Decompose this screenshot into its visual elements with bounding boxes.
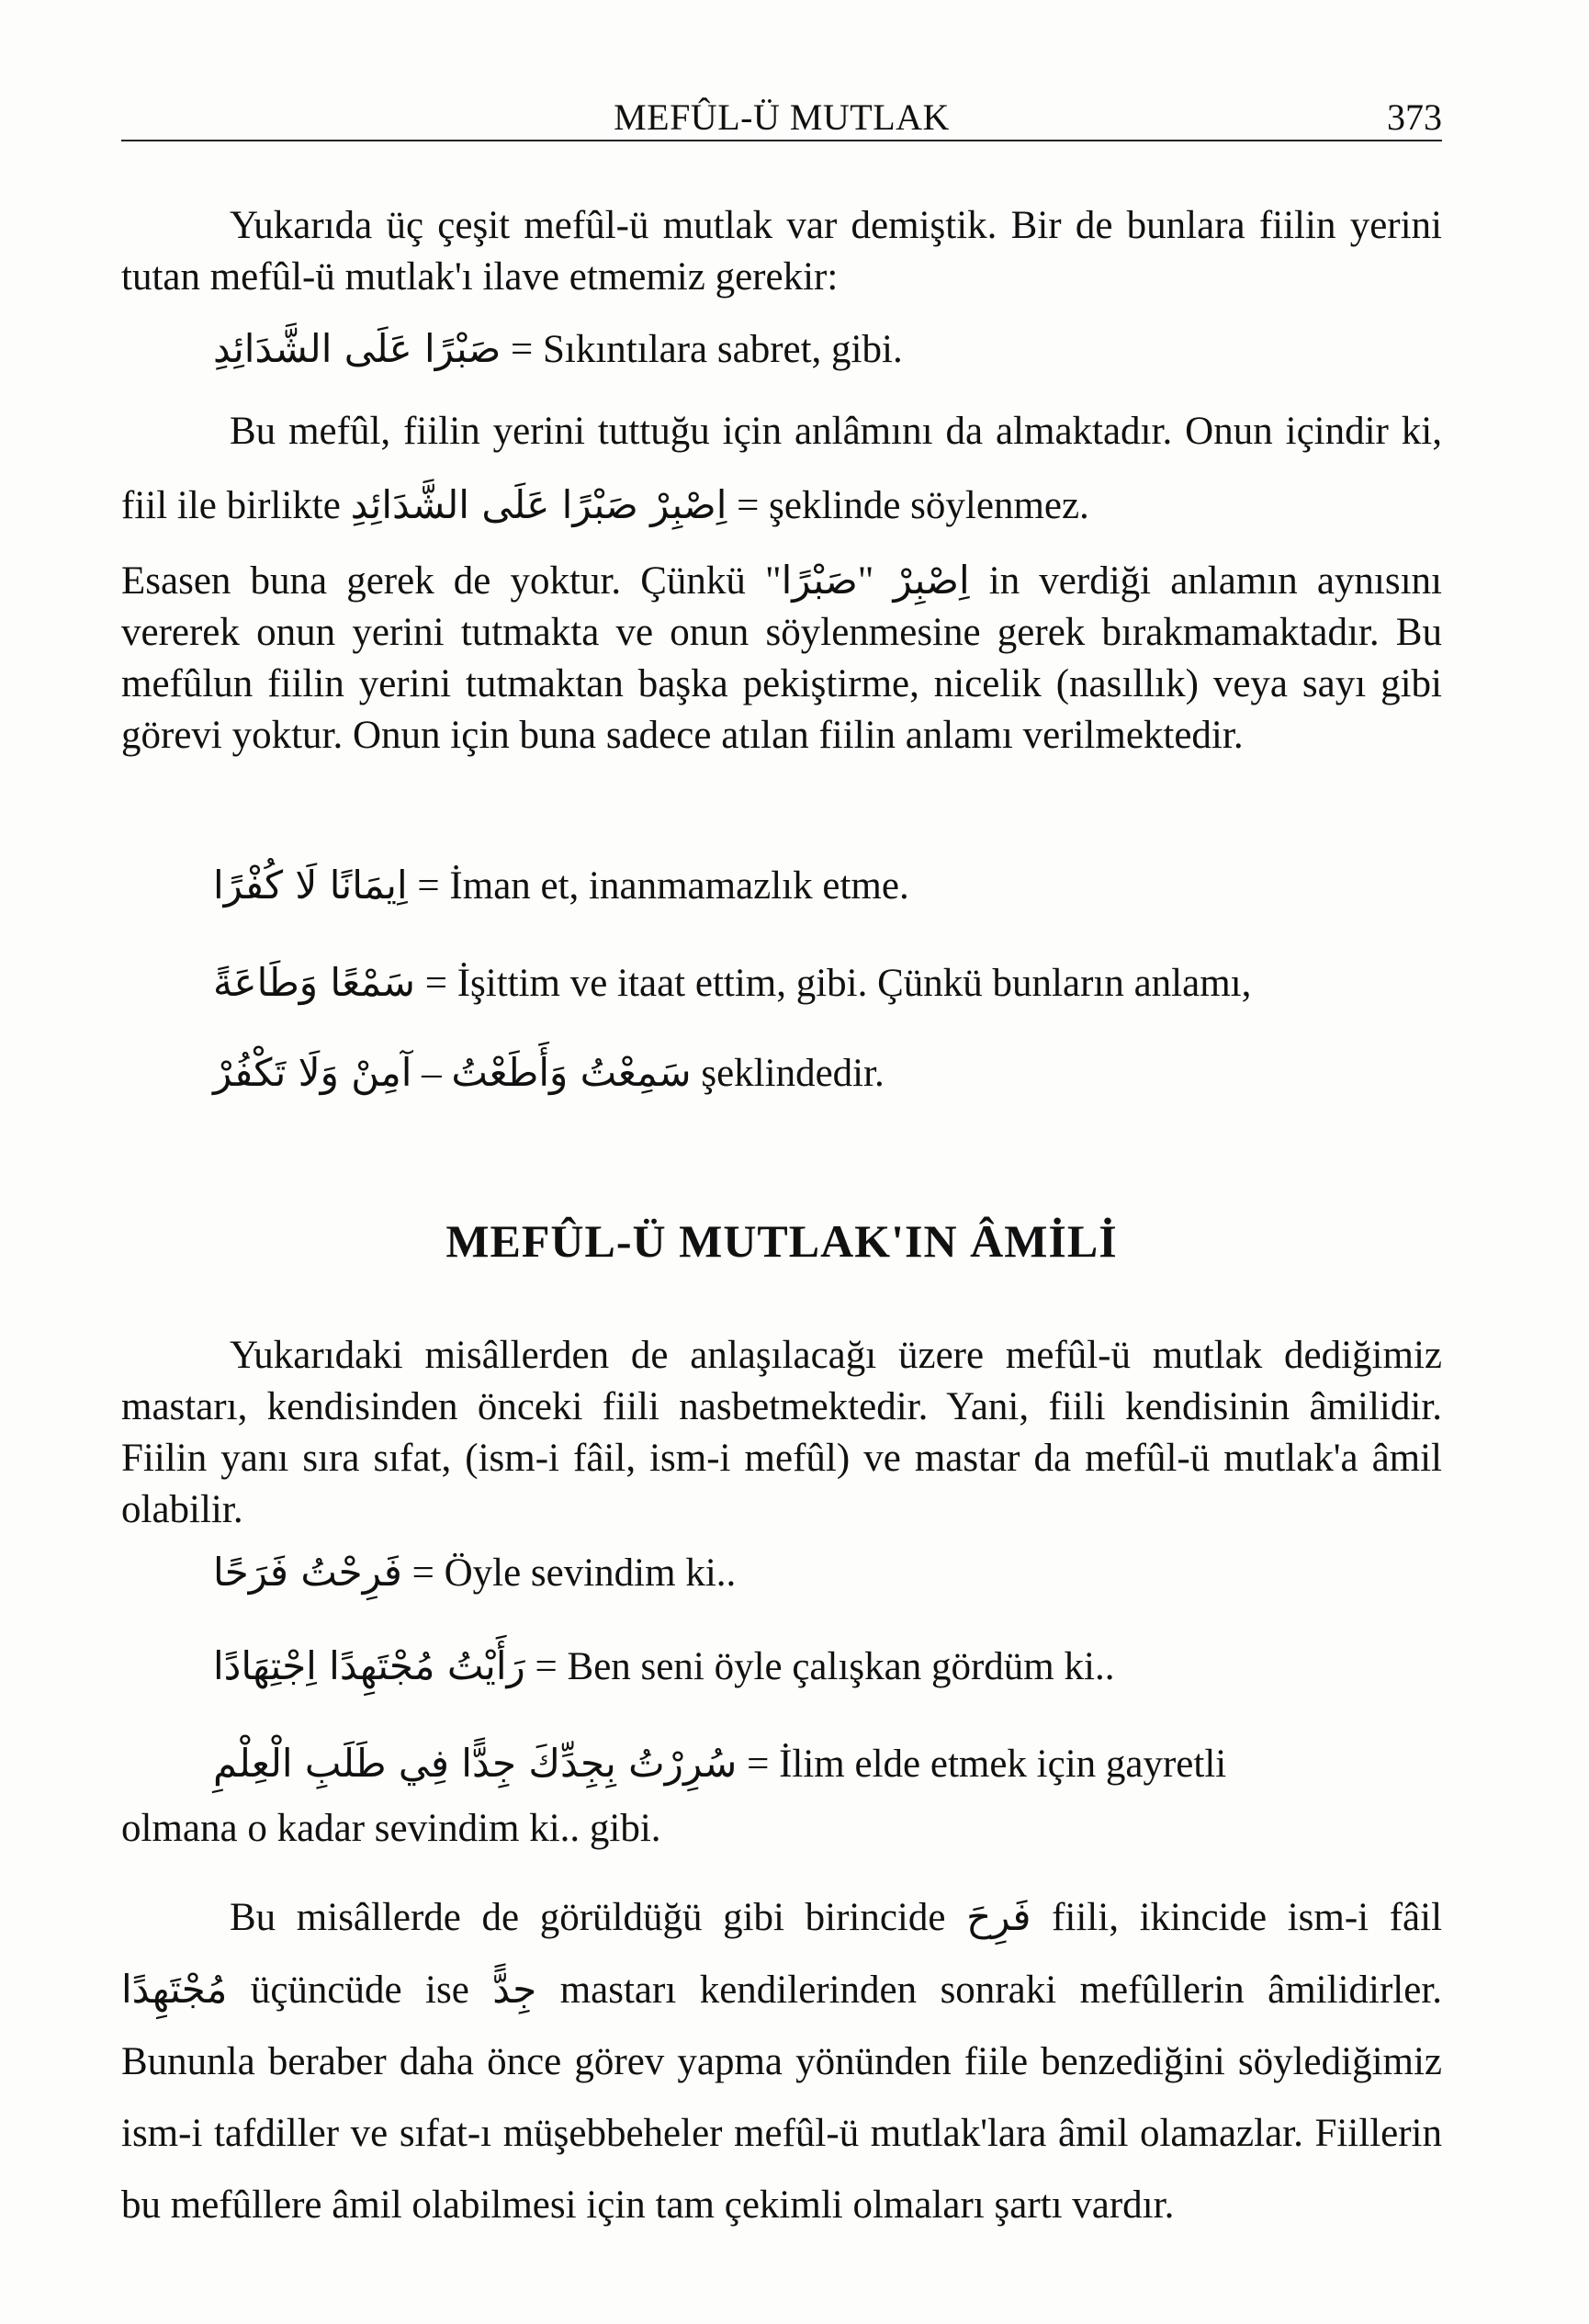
paragraph-text: fiili, ikincide ism-i fâil bbox=[1052, 1896, 1443, 1939]
arabic-text: فَرِحْتُ فَرَحًا bbox=[213, 1550, 402, 1595]
example-translation: = İşittim ve itaat ettim, gibi. Çünkü bunların anlamı, bbox=[424, 962, 1252, 1005]
page-number: 373 bbox=[1387, 96, 1442, 138]
paragraph-3 bbox=[121, 555, 1442, 762]
paragraph-text: = şeklinde söylenmez. bbox=[737, 484, 1089, 527]
example-translation: = Sıkıntılara sabret, gibi. bbox=[511, 328, 903, 371]
paragraph-2 bbox=[121, 395, 1442, 543]
example-sem-an bbox=[121, 957, 1442, 1010]
paragraph-text: Yukarıdaki misâllerden de anlaşılacağı üzere mefûl-ü mutlak dediğimiz mastarı, kendisinden önceki fiili nasbetmektedir. Yani, fiili kendisinin âmilidir. Fiilin yanı sıra sıfat, (ism-i fâil, ism-i mefûl) ve mastar da mefûl-ü mutlak'a âmil olabilir. bbox=[121, 1334, 1442, 1531]
example-semi-tu bbox=[121, 1047, 1442, 1100]
arabic-text: سَمْعًا وَطَاعَةً bbox=[213, 960, 415, 1005]
paragraph-text: üçüncüde ise bbox=[250, 1969, 469, 2012]
example-line bbox=[121, 957, 1442, 1010]
example-raaytu bbox=[121, 1641, 1442, 1693]
running-header bbox=[121, 96, 1442, 141]
paragraph-4 bbox=[121, 1330, 1442, 1536]
example-translation: = İman et, inanmamazlık etme. bbox=[417, 864, 909, 908]
example-translation: = İlim elde etmek için gayretli bbox=[747, 1743, 1227, 1786]
arabic-text: اِصْبِرْ bbox=[893, 558, 970, 603]
example-translation: şeklindedir. bbox=[701, 1052, 885, 1095]
example-translation: = Ben seni öyle çalışkan gördüm ki.. bbox=[535, 1645, 1115, 1688]
arabic-text: رَأَيْتُ مُجْتَهِدًا اِجْتِهَادًا bbox=[213, 1643, 525, 1688]
arabic-text: صَبْرًا عَلَى الشَّدَائِدِ bbox=[213, 326, 501, 371]
example-translation: = Öyle sevindim ki.. bbox=[411, 1551, 737, 1595]
header-title: MEFÛL-Ü MUTLAK bbox=[614, 96, 950, 138]
paragraph-text: Bu mefûl, fiilin yerini tuttuğu için anlâmını da almaktadır. Onun içindir ki, fiil ile birlikte bbox=[121, 410, 1442, 527]
arabic-text: سُرِرْتُ بِجِدِّكَ جِدًّا فِي طَلَبِ الْعِلْمِ bbox=[213, 1741, 738, 1786]
example-line bbox=[121, 860, 1442, 912]
example-continuation: olmana o kadar sevindim ki.. gibi. bbox=[121, 1807, 661, 1850]
arabic-text: فَرِحَ bbox=[966, 1894, 1031, 1939]
paragraph-text: Esasen buna gerek de yoktur. Çünkü " bbox=[121, 559, 782, 603]
arabic-text: آمِنْ وَلَا تَكْفُرْ bbox=[213, 1050, 412, 1095]
quote-mark: " bbox=[857, 559, 874, 603]
arabic-text: اِيمَانًا لَا كُفْرًا bbox=[213, 863, 408, 908]
paragraph-text: Bu misâllerde de görüldüğü gibi birincide bbox=[230, 1896, 946, 1939]
example-line bbox=[121, 323, 1442, 376]
paragraph-text: Yukarıda üç çeşit mefûl-ü mutlak var demiştik. Bir de bunlara fiilin yerini tutan mefûl-ü mutlak'ı ilave etmemiz gerekir: bbox=[121, 204, 1442, 299]
arabic-text: اِصْبِرْ صَبْرًا عَلَى الشَّدَائِدِ bbox=[350, 482, 727, 527]
arabic-text: جِدًّ bbox=[492, 1967, 537, 2012]
example-sabran bbox=[121, 323, 1442, 376]
example-sururtu bbox=[121, 1738, 1442, 1855]
paragraph-text: mastarı kendilerinden sonraki mefûllerin âmilidirler. Bununla beraber daha önce görev yapma yönünden fiile benzediğini söylediğimiz ism-i tafdiller ve sıfat-ı müşebbeheler mefûl-ü mutlak'lara âmil olamazlar. Fiillerin bu mefûllere âmil olabilmesi için tam çekimli olmaları şartı vardır. bbox=[121, 1969, 1443, 2227]
arabic-text: صَبْرًا bbox=[781, 558, 858, 603]
example-line bbox=[121, 1047, 1442, 1100]
example-farihtu bbox=[121, 1547, 1442, 1599]
example-line bbox=[121, 1738, 1442, 1790]
paragraph-5 bbox=[121, 1881, 1442, 2241]
paragraph-text: in verdiği anlamın aynısını vererek onun yerini tutmakta ve onun söylenmesine gerek bırakmamaktadır. Bu mefûlun fiilin yerini tutmaktan başka pekiştirme, nicelik (nasıllık) veya sayı gibi görevi yoktur. Onun için buna sadece atılan fiilin anlamı verilmektedir. bbox=[121, 559, 1442, 757]
dash: – bbox=[422, 1052, 442, 1095]
arabic-text: سَمِعْتُ وَأَطَعْتُ bbox=[451, 1050, 692, 1095]
arabic-text: مُجْتَهِدًا bbox=[121, 1967, 228, 2012]
section-heading bbox=[121, 1214, 1442, 1268]
paragraph-1 bbox=[121, 200, 1442, 303]
example-imanan bbox=[121, 860, 1442, 912]
example-line bbox=[121, 1641, 1442, 1693]
example-line bbox=[121, 1547, 1442, 1599]
section-title: MEFÛL-Ü MUTLAK'IN ÂMİLİ bbox=[445, 1215, 1118, 1267]
